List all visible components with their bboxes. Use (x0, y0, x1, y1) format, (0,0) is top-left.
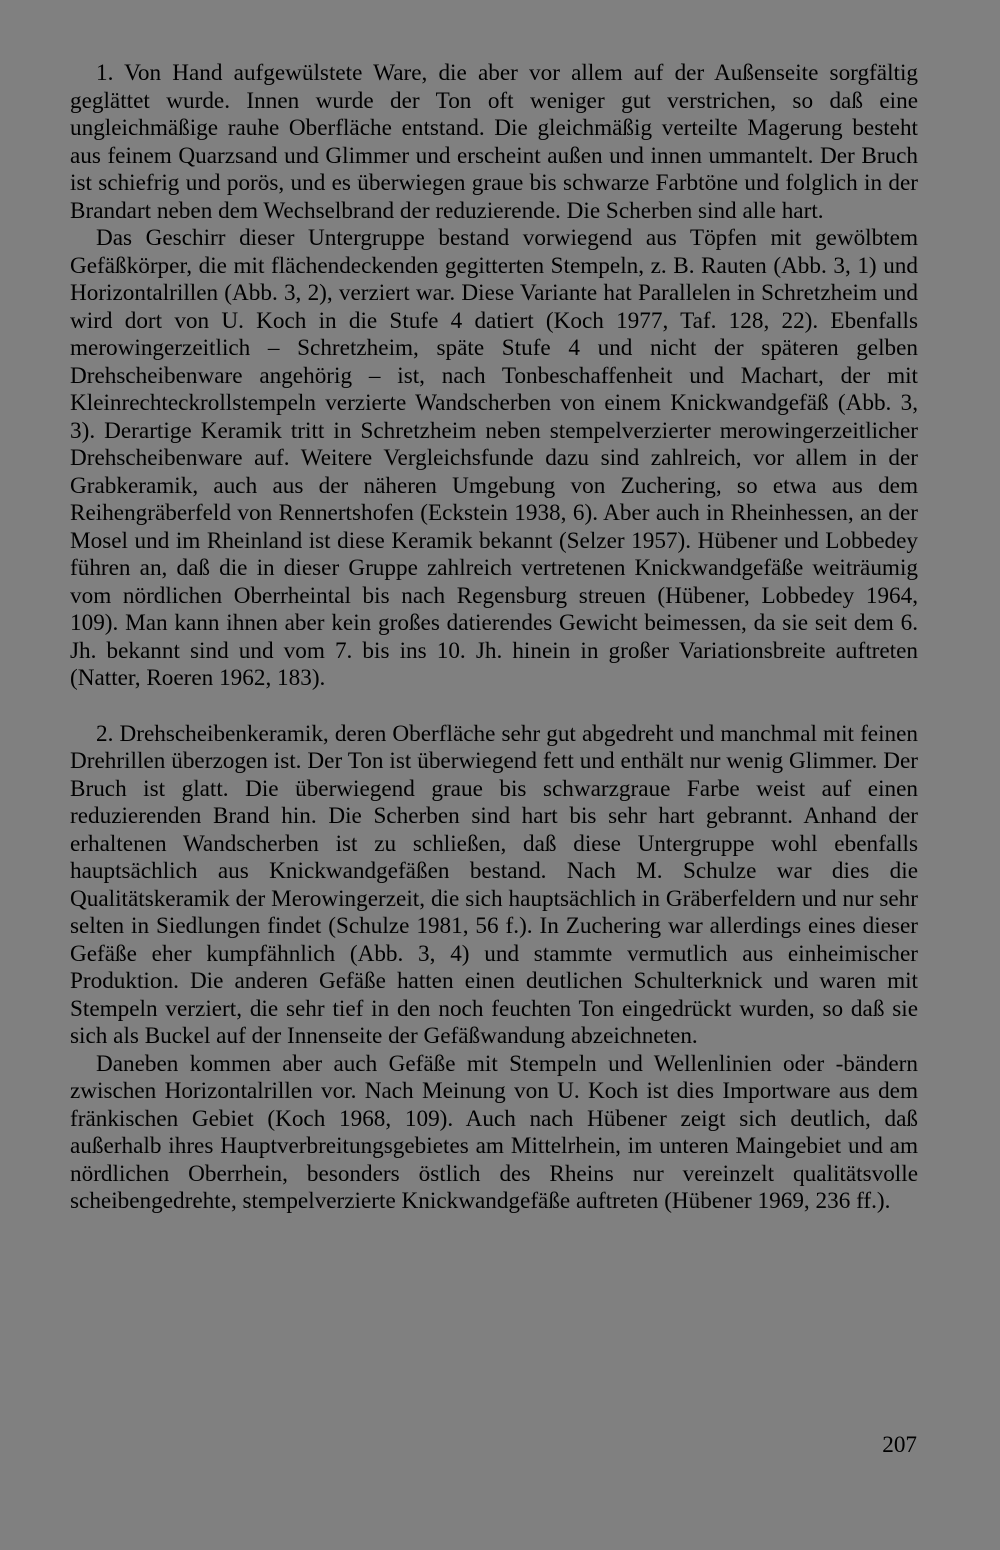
section-spacer (70, 693, 918, 721)
paragraph-section2-2: Daneben kommen aber auch Gefäße mit Stempeln und Wellenlinien oder -bändern zwischen Horizontalrillen vor. Nach Meinung von U. Koch ist dies Importware aus dem fränkischen Gebiet (Koch 1968, 109). Auch nach Hübener zeigt sich deutlich, daß außerhalb ihres Hauptverbreitungsgebietes am Mittelrhein, im unteren Maingebiet und am nördlichen Oberrhein, besonders östlich des Rheins nur vereinzelt qualitätsvolle scheibengedrehte, stempelverzierte Knickwandgefäße auftreten (Hübener 1969, 236 ff.). (70, 1050, 918, 1214)
paragraph-section1-1: 1. Von Hand aufgewülstete Ware, die aber vor allem auf der Außenseite sorgfältig geglättet wurde. Innen wurde der Ton oft weniger gut verstrichen, so daß eine ungleichmäßige rauhe Oberfläche entstand. Die gleichmäßig verteilte Magerung besteht aus feinem Quarzsand und Glimmer und erscheint außen und innen ummantelt. Der Bruch ist schiefrig und porös, und es überwiegen graue bis schwarze Farbtöne und folglich in der Brandart neben dem Wechselbrand der reduzierende. Die Scherben sind alle hart. (70, 60, 918, 224)
page-number: 207 (882, 1432, 917, 1458)
document-body (70, 60, 918, 1216)
paragraph-section2-1: 2. Drehscheibenkeramik, deren Oberfläche sehr gut abgedreht und manchmal mit feinen Drehrillen überzogen ist. Der Ton ist überwiegend fett und enthält nur wenig Glimmer. Der Bruch ist glatt. Die überwiegend graue bis schwarzgraue Farbe weist auf einen reduzierenden Brand hin. Die Scherben sind hart bis sehr hart gebrannt. Anhand der erhaltenen Wandscherben ist zu schließen, daß diese Untergruppe wohl ebenfalls hauptsächlich aus Knickwandgefäßen bestand. Nach M. Schulze war dies die Qualitätskeramik der Merowingerzeit, die sich hauptsächlich in Gräberfeldern und nur sehr selten in Siedlungen findet (Schulze 1981, 56 f.). In Zuchering war allerdings eines dieser Gefäße eher kumpfähnlich (Abb. 3, 4) und stammte vermutlich aus einheimischer Produktion. Die anderen Gefäße hatten einen deutlichen Schulterknick und waren mit Stempeln verziert, die sehr tief in den noch feuchten Ton eingedrückt wurden, so daß sie sich als Buckel auf der Innenseite der Gefäßwandung abzeichneten. (70, 720, 918, 1049)
paragraph-section1-2: Das Geschirr dieser Untergruppe bestand vorwiegend aus Töpfen mit gewölbtem Gefäßkörper, die mit flächendeckenden gegitterten Stempeln, z. B. Rauten (Abb. 3, 1) und Horizontalrillen (Abb. 3, 2), verziert war. Diese Variante hat Parallelen in Schretzheim und wird dort von U. Koch in die Stufe 4 datiert (Koch 1977, Taf. 128, 22). Ebenfalls merowingerzeitlich – Schretzheim, späte Stufe 4 und nicht der späteren gelben Drehscheibenware angehörig – ist, nach Tonbeschaffenheit und Machart, der mit Kleinrechteckrollstempeln verzierte Wandscherben von einem Knickwandgefäß (Abb. 3, 3). Derartige Keramik tritt in Schretzheim neben stempelverzierter merowingerzeitlicher Drehscheibenware auf. Weitere Vergleichsfunde dazu sind zahlreich, vor allem in der Grabkeramik, auch aus der näheren Umgebung von Zuchering, so etwa aus dem Reihengräberfeld von Rennertshofen (Eckstein 1938, 6). Aber auch in Rheinhessen, an der Mosel und im Rheinland ist diese Keramik bekannt (Selzer 1957). Hübener und Lobbedey führen an, daß die in dieser Gruppe zahlreich vertretenen Knickwandgefäße weiträumig vom nördlichen Oberrheintal bis nach Regensburg streuen (Hübener, Lobbedey 1964, 109). Man kann ihnen aber kein großes datierendes Gewicht beimessen, da sie seit dem 6. Jh. bekannt sind und vom 7. bis ins 10. Jh. hinein in großer Variationsbreite auftreten (Natter, Roeren 1962, 183). (70, 225, 918, 691)
